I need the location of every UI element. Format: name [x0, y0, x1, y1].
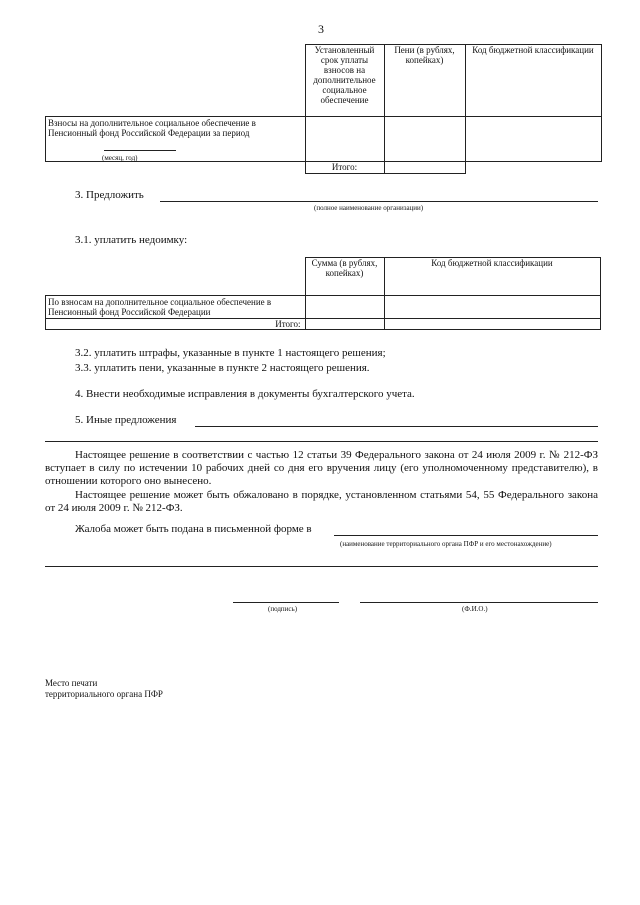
period-line[interactable]: [104, 150, 176, 151]
other-proposals-line[interactable]: [195, 426, 598, 427]
signature-hint: (подпись): [268, 605, 298, 613]
name-line[interactable]: [360, 602, 598, 603]
total-kbk-cell-2[interactable]: [384, 319, 600, 330]
item-5: 5. Иные предложения: [75, 414, 177, 426]
header-kbk: Код бюджетной классификации: [465, 45, 601, 117]
row-label: Взносы на дополнительное социальное обеспечение в Пенсионный фонд Российской Федерации за период: [48, 118, 256, 138]
cell-kbk[interactable]: [465, 117, 601, 162]
complaint-line-2[interactable]: [45, 566, 598, 567]
cell-deadline[interactable]: [305, 117, 384, 162]
total-cell[interactable]: [384, 162, 465, 174]
organization-hint: (полное наименование организации): [314, 204, 424, 212]
item-3-2: 3.2. уплатить штрафы, указанные в пункте 1 настоящего решения;: [75, 347, 386, 359]
total-label-2: Итого:: [46, 319, 306, 330]
item-4: 4. Внести необходимые исправления в документы бухгалтерского учета.: [75, 388, 415, 400]
stamp-line-2: территориального органа ПФР: [45, 689, 163, 699]
arrears-label: 3.1. уплатить недоимку:: [75, 234, 188, 246]
header-sum: Сумма (в рублях, копейках): [305, 258, 384, 296]
header-kbk-2: Код бюджетной классификации: [384, 258, 600, 296]
name-hint: (Ф.И.О.): [462, 605, 488, 613]
total-cell-2[interactable]: [305, 319, 384, 330]
organization-line[interactable]: [160, 201, 598, 202]
stamp-place: [45, 678, 163, 700]
complaint-line[interactable]: [334, 535, 598, 536]
other-proposals-line-2[interactable]: [45, 441, 598, 442]
penalty-table: [45, 44, 602, 174]
stamp-line-1: Место печати: [45, 678, 98, 688]
page-number: 3: [318, 22, 324, 36]
propose-label: 3. Предложить: [75, 189, 144, 201]
complaint-hint: (наименование территориального органа ПФР и его местонахождение): [340, 540, 552, 548]
item-3-3: 3.3. уплатить пени, указанные в пункте 2 настоящего решения.: [75, 362, 370, 374]
row-label-cell: [46, 117, 306, 162]
period-hint: (месяц, год): [102, 154, 138, 162]
paragraph-appeal: Настоящее решение может быть обжаловано в порядке, установленном статьями 54, 55 Федерального закона от 24 июля 2009 г. № 212-ФЗ.: [45, 489, 598, 514]
arrears-table: [45, 257, 601, 330]
cell-kbk-2[interactable]: [384, 296, 600, 319]
cell-penalty[interactable]: [384, 117, 465, 162]
row-label-2: По взносам на дополнительное социальное обеспечение в Пенсионный фонд Российской Федерации: [46, 296, 306, 319]
total-label: Итого:: [305, 162, 384, 174]
complaint-label: Жалоба может быть подана в письменной форме в: [75, 523, 312, 535]
cell-sum[interactable]: [305, 296, 384, 319]
signature-line[interactable]: [233, 602, 339, 603]
header-penalty: Пени (в рублях, копейках): [384, 45, 465, 117]
header-deadline: Установленный срок уплаты взносов на дополнительное социальное обеспечение: [305, 45, 384, 117]
paragraph-effect: Настоящее решение в соответствии с частью 12 статьи 39 Федерального закона от 24 июля 2009 г. № 212-ФЗ вступает в силу по истечении 10 рабочих дней со дня его вручения лицу (его уполномоченному представителю), в отношении которого оно вынесено.: [45, 449, 598, 487]
